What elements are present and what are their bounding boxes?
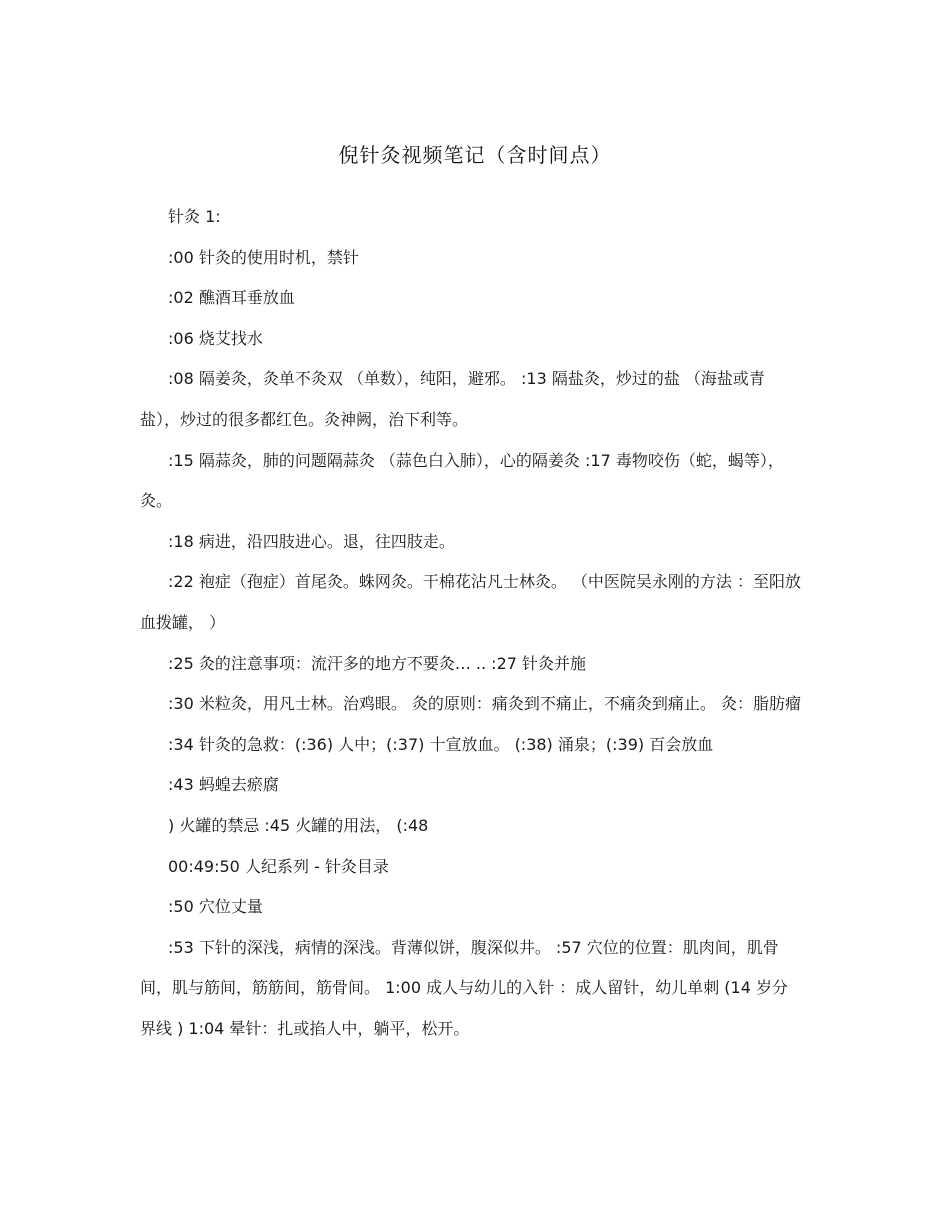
paragraph: :22 袍症（孢症）首尾灸。蛛网灸。干棉花沾凡士林灸。 （中医院吴永刚的方法 ：至阳放血拨罐， ） xyxy=(140,572,802,632)
paragraph: :30 米粒灸，用凡士林。治鸡眼。 灸的原则：痛灸到不痛止，不痛灸到痛止。 灸：脂肪瘤 xyxy=(168,694,802,714)
paragraph: :06 烧艾找水 xyxy=(168,328,263,348)
document-title: 倪针灸视频笔记（含时间点） xyxy=(338,143,612,167)
paragraph: ) 火罐的禁忌 :45 火罐的用法， (:48 xyxy=(168,815,429,835)
paragraph: :00 针灸的使用时机，禁针 xyxy=(168,247,359,267)
paragraph: :02 醮酒耳垂放血 xyxy=(168,288,295,308)
paragraph: :15 隔蒜灸，肺的问题隔蒜灸 （蒜色白入肺），心的隔姜灸 :17 毒物咬伤（蛇，蝎等），灸。 xyxy=(140,450,784,511)
paragraph: :43 蚂蝗去瘀腐 xyxy=(168,775,279,795)
paragraph: :34 针灸的急救：(:36) 人中；(:37) 十宣放血。 (:38) 涌泉；(:39) 百会放血 xyxy=(168,734,714,754)
paragraph: :50 穴位丈量 xyxy=(168,897,263,917)
paragraph: 00:49:50 人纪系列 - 针灸目录 xyxy=(168,856,389,876)
document-body xyxy=(140,197,802,1049)
paragraph: :53 下针的深浅，病情的深浅。背薄似饼，腹深似井。 :57 穴位的位置：肌肉间，肌骨间，肌与筋间，筋筋间，筋骨间。 1:00 成人与幼儿的入针 ：成人留针，幼儿单刺 (14 岁分界线 ) 1:04 晕针：扎或掐人中，躺平，松开。 xyxy=(140,937,788,1038)
paragraph: :18 病进，沿四肢进心。退，往四肢走。 xyxy=(168,531,455,551)
paragraph: :25 灸的注意事项：流汗多的地方不要灸… .. :27 针灸并施 xyxy=(168,653,587,673)
paragraph-heading: 针灸 1: xyxy=(168,207,221,226)
paragraph: :08 隔姜灸，灸单不灸双 （单数），纯阳，避邪。 :13 隔盐灸，炒过的盐 （海盐或青盐），炒过的很多都红色。灸神阙，治下利等。 xyxy=(140,369,765,429)
